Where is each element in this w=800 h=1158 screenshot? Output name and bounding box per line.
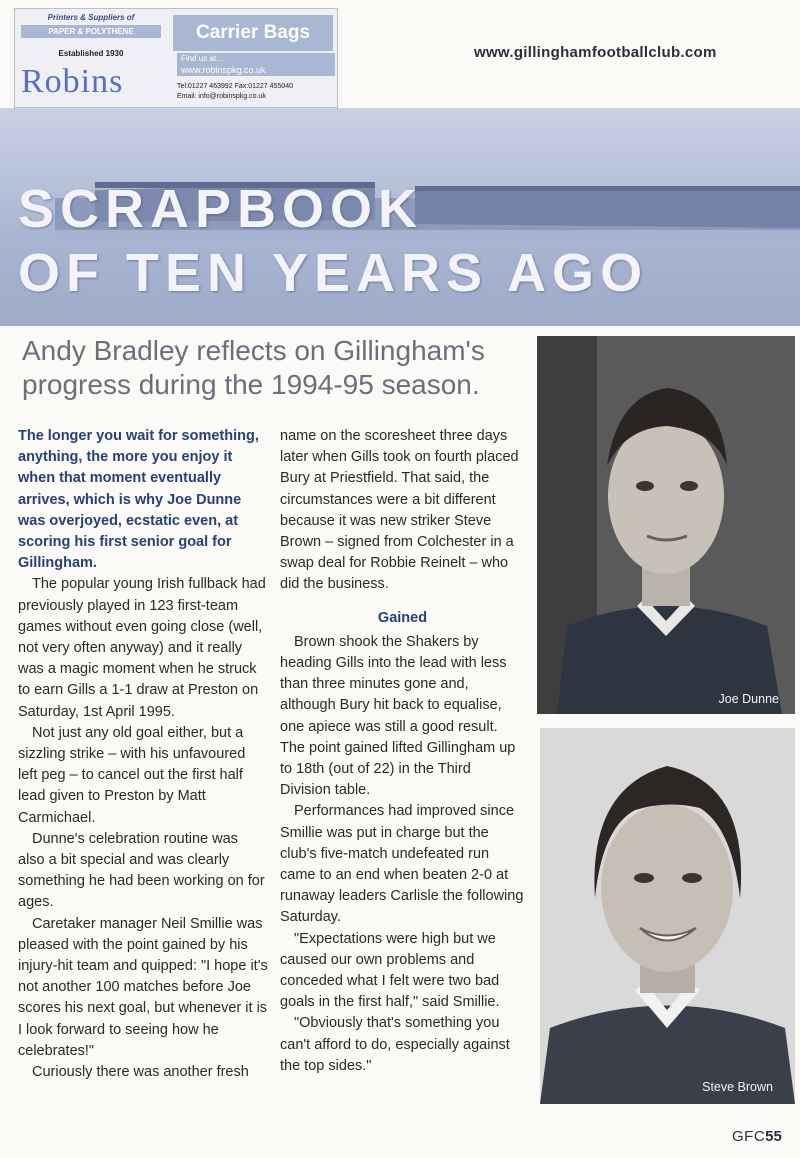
body-paragraph: "Expectations were high but we caused our own problems and conceded what I felt were two bad goals in the first half," said Smillie. — [280, 930, 500, 1011]
body-paragraph: "Obviously that's something you can't afford to do, especially against the top sides." — [280, 1015, 510, 1074]
folio-gfc: GFC — [732, 1128, 766, 1145]
ad-find-us: Find us at... — [177, 53, 335, 64]
ad-paper-line: PAPER & POLYTHENE — [21, 25, 161, 38]
photo-steve-brown — [540, 728, 795, 1104]
ad-phone: Tel:01227 463992 Fax:01227 455040 — [177, 83, 293, 90]
article-column-1 — [18, 426, 268, 1083]
body-paragraph: Performances had improved since Smillie was put in charge but the club's five-match undefeated run came to an end when beaten 2-0 at runaway leaders Carlisle the following Saturday. — [280, 803, 524, 926]
body-paragraph: Curiously there was another fresh — [32, 1064, 249, 1081]
subheading: Gained — [377, 609, 428, 626]
body-paragraph: The popular young Irish fullback had previously played in 123 first-team games without even going close (well, not very often anyway) and it really was a magic moment when he struck to earn Gills a 1-1 draw at Preston on Saturday, 1st April 1995. — [18, 576, 266, 720]
ad-carrier-bags: Carrier Bags — [173, 15, 333, 51]
body-paragraph: Not just any old goal either, but a sizzling strike – with his unfavoured left peg – to cancel out the first half lead given to Preston by Matt Carmichael. — [18, 724, 246, 826]
portrait-image — [537, 336, 795, 714]
photo-joe-dunne — [537, 336, 795, 714]
ad-email: Email: info@robinspkg.co.uk — [177, 93, 266, 100]
photo-caption: Joe Dunne — [718, 692, 779, 706]
photo-caption: Steve Brown — [702, 1080, 773, 1094]
ad-tagline: Printers & Suppliers of — [47, 13, 135, 22]
body-paragraph: Dunne's celebration routine was also a bit special and was clearly something he had been working on for ages. — [18, 830, 265, 911]
body-paragraph: name on the scoresheet three days later when Gills took on fourth placed Bury at Priestfield. That said, the circumstances were a bit different because it was new striker Steve Brown – signed from Colchester in a swap deal for Robbie Reinelt – who did the business. — [280, 428, 519, 593]
standfirst: Andy Bradley reflects on Gillingham's progress during the 1994-95 season. — [22, 335, 485, 400]
intro-paragraph: The longer you wait for something, anything, the more you enjoy it when that moment eventually arrives, which is why Joe Dunne was overjoyed, ecstatic even, at scoring his first senior goal for Gillingham. — [18, 428, 259, 572]
page-folio — [732, 1128, 782, 1145]
body-paragraph: Caretaker manager Neil Smillie was pleased with the point gained by his injury-hit team and quipped: "I hope it's not another 100 matches before Joe scores his next goal, but whenever it is I look forward to seeing how he celebrates!" — [18, 915, 268, 1059]
page-number: 55 — [765, 1128, 782, 1145]
robins-advertisement — [14, 8, 338, 108]
robins-logo: Robins — [21, 63, 124, 100]
article-column-2 — [280, 426, 525, 1077]
body-paragraph: Brown shook the Shakers by heading Gills into the lead with less than three minutes gone and, although Bury hit back to equalise, one apiece was still a good result. The point gained lifted Gillingham up to 18th (out of 22) in the Third Division table. — [280, 633, 516, 799]
title-line-1: SCRAPBOOK — [18, 179, 424, 239]
ad-web-address: www.robinspkg.co.uk — [177, 64, 335, 76]
ad-established: Established 1930 — [58, 49, 124, 58]
title-line-2: OF TEN YEARS AGO — [18, 243, 649, 303]
site-url: www.gillinghamfootballclub.com — [474, 44, 717, 61]
portrait-image — [540, 728, 795, 1104]
hero-banner — [0, 108, 800, 326]
